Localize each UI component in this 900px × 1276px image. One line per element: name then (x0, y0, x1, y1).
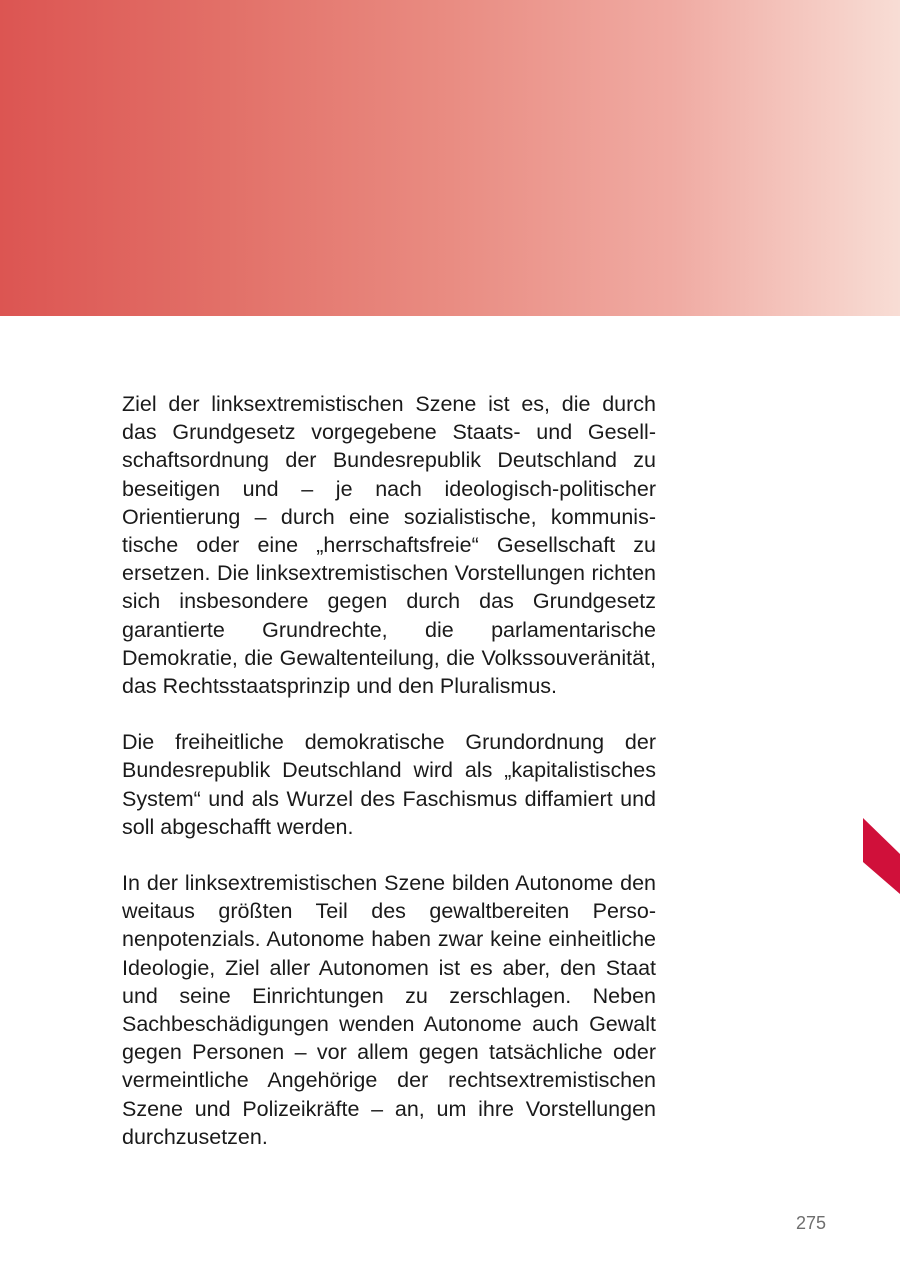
chapter-marker-tab (863, 818, 900, 894)
paragraph-1: Ziel der linksextremistischen Szene ist es, die durch das Grundgesetz vorgegebene Staats- und Gesellschaftsordnung der Bundesrepublik Deutschland zu beseitigen und – je nach ideologisch-politischer Orientierung – durch eine sozialistische, kommunistische oder eine „herrschaftsfreie“ Gesellschaft zu ersetzen. Die linksextremistischen Vorstellungen richten sich insbesondere gegen durch das Grundgesetz garantierte Grundrechte, die parlamentarische Demokratie, die Gewaltenteilung, die Volkssouveränität, das Rechtsstaatsprinzip und den Pluralismus. (122, 392, 656, 699)
header-gradient-band (0, 0, 900, 316)
paragraph-3: In der linksextremistischen Szene bilden Autonome den weitaus größten Teil des gewaltbereiten Personenpotenzials. Autonome haben zwar keine einheitliche Ideologie, Ziel aller Autonomen ist es aber, den Staat und seine Einrichtungen zu zerschlagen. Neben Sachbeschädigungen wenden Autonome auch Gewalt gegen Personen – vor allem gegen tatsächliche oder vermeintliche Angehörige der rechtsextremistischen Szene und Polizeikräfte – an, um ihre Vorstellungen durchzusetzen. (122, 871, 656, 1149)
paragraph-2: Die freiheitliche demokratische Grundordnung der Bundesrepublik Deutschland wird als „kapitalistisches System“ und als Wurzel des Faschismus diffamiert und soll abgeschafft werden. (122, 730, 656, 839)
body-text (122, 390, 656, 1179)
page-number: 275 (795, 1213, 826, 1233)
